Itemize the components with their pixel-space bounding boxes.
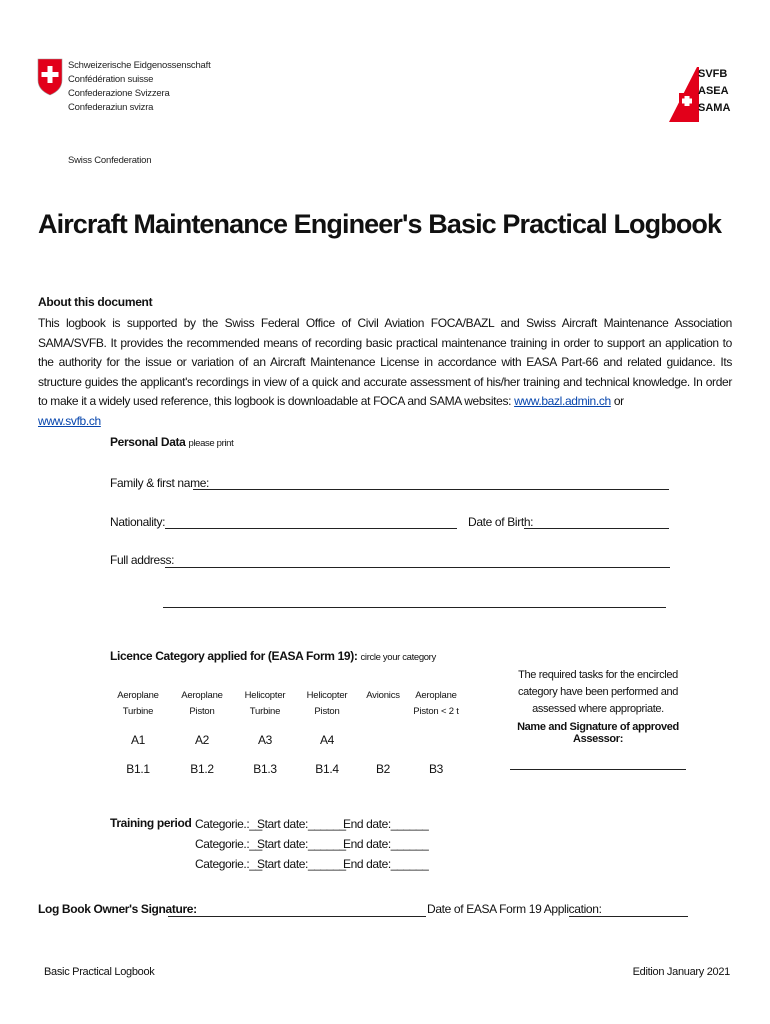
category-header-line: Aeroplane xyxy=(117,690,159,701)
about-heading: About this document xyxy=(38,295,153,309)
category-a4[interactable]: A4 xyxy=(319,733,335,747)
federation-name-rm: Confederaziun svizra xyxy=(68,102,154,113)
family-name-label: Family & first name: xyxy=(110,476,210,490)
category-header-line: Avionics xyxy=(366,690,400,701)
category-header-line: Helicopter xyxy=(306,690,348,701)
training-end-column xyxy=(343,814,428,874)
about-body: This logbook is supported by the Swiss Federal Office of Civil Aviation FOCA/BAZL and Swiss Aircraft Maintenance Association SAMA/SVFB. It provides the recommended means of recording basic practical maintenance training in order to support an application to the authority for the issue or variation of an Aircraft Maintenance License in accordance with EASA Part-66 and related guidance. Its structure guides the applicant's recordings in view of a quick and accurate assessment of his/her training and technical knowledge. In order to make it a widely used reference, this logbook is downloadable at FOCA and SAMA websites: xyxy=(38,316,732,408)
date-of-birth-field[interactable] xyxy=(524,528,669,529)
federation-name-de: Schweizerische Eidgenossenschaft xyxy=(68,60,211,71)
training-start-field-1[interactable]: Start date:______ xyxy=(257,817,346,831)
full-address-field-line2[interactable] xyxy=(163,607,666,608)
about-or: or xyxy=(610,394,624,408)
assessor-signature-field[interactable] xyxy=(510,769,686,770)
date-of-birth-label: Date of Birth: xyxy=(468,515,534,529)
document-title: Aircraft Maintenance Engineer's Basic Practical Logbook xyxy=(38,209,722,239)
training-start-field-2[interactable]: Start date:______ xyxy=(257,837,346,851)
footer-edition: Edition January 2021 xyxy=(632,966,730,978)
bazl-link[interactable]: www.bazl.admin.ch xyxy=(514,394,611,408)
training-end-field-1[interactable]: End date:______ xyxy=(343,817,429,831)
category-a3[interactable]: A3 xyxy=(257,733,273,747)
category-header-line: Turbine xyxy=(122,706,154,717)
category-b1-4[interactable]: B1.4 xyxy=(315,762,339,776)
training-period-label: Training period xyxy=(110,816,192,830)
nationality-label: Nationality: xyxy=(110,515,166,529)
category-header-helicopter-turbine xyxy=(235,688,295,720)
full-address-field-line1[interactable] xyxy=(165,567,670,568)
owner-signature-field[interactable] xyxy=(168,916,426,917)
about-paragraph xyxy=(38,314,732,431)
category-b2[interactable]: B2 xyxy=(375,762,391,776)
category-header-line: Turbine xyxy=(249,706,281,717)
training-category-field-1[interactable]: Categorie.:__ xyxy=(195,817,262,831)
nationality-field[interactable] xyxy=(165,528,457,529)
asea-label: ASEA xyxy=(698,85,729,97)
personal-data-title: Personal Data xyxy=(110,435,186,449)
footer-title: Basic Practical Logbook xyxy=(44,966,155,978)
owner-signature-label: Log Book Owner's Signature: xyxy=(38,902,197,916)
category-b3[interactable]: B3 xyxy=(428,762,444,776)
federation-names xyxy=(68,59,211,115)
category-header-line: Helicopter xyxy=(244,690,286,701)
category-header-helicopter-piston xyxy=(297,688,357,720)
category-b1-1[interactable]: B1.1 xyxy=(126,762,150,776)
svfb-logo-text xyxy=(698,66,730,117)
training-category-field-3[interactable]: Categorie.:__ xyxy=(195,857,262,871)
svfb-link[interactable]: www.svfb.ch xyxy=(38,413,101,428)
form19-date-label: Date of EASA Form 19 Application: xyxy=(427,902,602,916)
licence-category-note: circle your category xyxy=(360,652,436,663)
training-end-field-2[interactable]: End date:______ xyxy=(343,837,429,851)
full-address-label: Full address: xyxy=(110,553,175,567)
category-header-aeroplane-piston xyxy=(172,688,232,720)
licence-category-title: Licence Category applied for (EASA Form 19): xyxy=(110,649,358,663)
personal-data-note: please print xyxy=(188,438,234,449)
category-b1-3[interactable]: B1.3 xyxy=(253,762,277,776)
category-b1-2[interactable]: B1.2 xyxy=(190,762,214,776)
category-header-line: Aeroplane xyxy=(181,690,223,701)
category-header-aeroplane-piston-2t xyxy=(403,688,469,720)
sama-label: SAMA xyxy=(698,102,731,114)
training-start-field-3[interactable]: Start date:______ xyxy=(257,857,346,871)
personal-data-heading xyxy=(110,435,233,449)
training-category-field-2[interactable]: Categorie.:__ xyxy=(195,837,262,851)
federation-name-it: Confederazione Svizzera xyxy=(68,88,170,99)
swiss-coat-of-arms-logo xyxy=(37,58,63,96)
required-tasks-statement: The required tasks for the encircled category have been performed and assessed where appropriate. xyxy=(517,669,679,715)
svfb-label: SVFB xyxy=(698,68,728,80)
licence-category-heading xyxy=(110,649,436,663)
category-header-line: Aeroplane xyxy=(415,690,457,701)
category-a2[interactable]: A2 xyxy=(194,733,210,747)
training-start-column xyxy=(257,814,346,874)
category-a1[interactable]: A1 xyxy=(130,733,146,747)
category-header-line: Piston < 2 t xyxy=(413,706,459,717)
training-category-column xyxy=(195,814,262,874)
training-end-field-3[interactable]: End date:______ xyxy=(343,857,429,871)
category-header-line: Piston xyxy=(314,706,340,717)
assessor-label: Name and Signature of approved Assessor: xyxy=(517,721,679,745)
form19-date-field[interactable] xyxy=(569,916,688,917)
federation-name-fr: Confédération suisse xyxy=(68,74,154,85)
category-header-aeroplane-turbine xyxy=(108,688,168,720)
federation-name-en: Swiss Confederation xyxy=(68,155,152,166)
category-header-line: Piston xyxy=(189,706,215,717)
family-name-field[interactable] xyxy=(193,489,669,490)
